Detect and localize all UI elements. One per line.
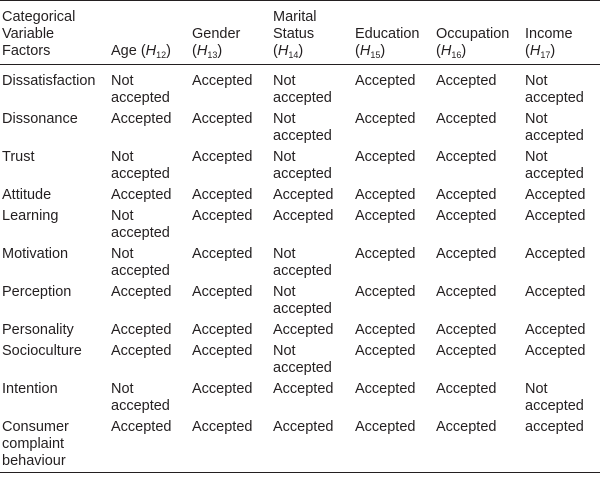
column-header-4 bbox=[353, 1, 434, 65]
result-cell: Accepted bbox=[355, 322, 416, 338]
result-cell: Accepted bbox=[355, 111, 416, 127]
table-row bbox=[0, 109, 600, 147]
result-cell: Accepted bbox=[355, 246, 416, 262]
column-header-5 bbox=[434, 1, 523, 65]
row-factor-cell: Attitude bbox=[2, 187, 52, 203]
hypothesis-prefix: Age ( bbox=[111, 43, 146, 59]
hypothesis-suffix: ) bbox=[461, 43, 467, 59]
header-text-line: Marital bbox=[273, 9, 317, 25]
result-cell: Accepted bbox=[355, 187, 416, 203]
table-row bbox=[0, 341, 600, 379]
result-cell: accepted bbox=[525, 419, 584, 435]
hypothesis-number: 12 bbox=[156, 50, 167, 60]
row-factor-cell: Socioculture bbox=[2, 343, 82, 359]
hypothesis-suffix: ) bbox=[298, 43, 304, 59]
result-cell: Accepted bbox=[525, 187, 586, 203]
result-cell: Not accepted bbox=[273, 111, 332, 144]
result-cell: Accepted bbox=[436, 322, 497, 338]
result-cell: Not accepted bbox=[273, 284, 332, 317]
result-cell: Accepted bbox=[111, 322, 172, 338]
hypothesis-symbol: H bbox=[529, 43, 541, 59]
hypothesis-prefix: ( bbox=[192, 43, 197, 59]
hypothesis-symbol: H bbox=[440, 43, 452, 59]
table-row bbox=[0, 379, 600, 417]
result-cell: Accepted bbox=[436, 187, 497, 203]
result-cell: Accepted bbox=[273, 419, 334, 435]
result-cell: Accepted bbox=[192, 381, 253, 397]
result-cell: Accepted bbox=[111, 284, 172, 300]
result-cell: Not accepted bbox=[525, 149, 584, 182]
column-header-2 bbox=[190, 1, 271, 65]
header-text-line: Categorical bbox=[2, 9, 76, 25]
table-row bbox=[0, 417, 600, 473]
column-header-0 bbox=[0, 1, 109, 65]
row-factor-cell: Motivation bbox=[2, 246, 69, 262]
hypothesis-label bbox=[273, 43, 353, 60]
result-cell: Accepted bbox=[355, 381, 416, 397]
row-factor-cell: Dissatisfaction bbox=[2, 73, 96, 89]
result-cell: Accepted bbox=[111, 187, 172, 203]
result-cell: Accepted bbox=[111, 343, 172, 359]
table-row bbox=[0, 65, 600, 110]
result-cell: Not accepted bbox=[111, 381, 170, 414]
result-cell: Accepted bbox=[192, 208, 253, 224]
result-cell: Accepted bbox=[192, 149, 253, 165]
header-text-line: Gender bbox=[192, 26, 241, 42]
result-cell: Not accepted bbox=[111, 208, 170, 241]
result-cell: Accepted bbox=[436, 284, 497, 300]
result-cell: Accepted bbox=[355, 149, 416, 165]
result-cell: Accepted bbox=[525, 343, 586, 359]
row-factor-cell: Dissonance bbox=[2, 111, 78, 127]
row-factor-cell: Trust bbox=[2, 149, 35, 165]
result-cell: Not accepted bbox=[111, 73, 170, 106]
hypothesis-suffix: ) bbox=[217, 43, 223, 59]
header-text-line: Occupation bbox=[436, 26, 510, 42]
result-cell: Accepted bbox=[355, 73, 416, 89]
result-cell: Accepted bbox=[192, 111, 253, 127]
hypothesis-number: 16 bbox=[451, 50, 462, 60]
hypothesis-number: 17 bbox=[540, 50, 551, 60]
table-row bbox=[0, 244, 600, 282]
column-header-1 bbox=[109, 1, 190, 65]
table-row bbox=[0, 282, 600, 320]
hypothesis-prefix: ( bbox=[273, 43, 278, 59]
result-cell: Accepted bbox=[436, 419, 497, 435]
table-row bbox=[0, 185, 600, 206]
result-cell: Accepted bbox=[192, 73, 253, 89]
result-cell: Accepted bbox=[192, 284, 253, 300]
result-cell: Accepted bbox=[436, 149, 497, 165]
table-row bbox=[0, 320, 600, 341]
row-factor-cell: Consumer complaint behaviour bbox=[2, 419, 69, 469]
hypothesis-number: 15 bbox=[370, 50, 381, 60]
result-cell: Not accepted bbox=[273, 73, 332, 106]
table-body bbox=[0, 65, 600, 473]
hypothesis-suffix: ) bbox=[380, 43, 386, 59]
hypothesis-label bbox=[525, 43, 600, 60]
hypothesis-number: 14 bbox=[288, 50, 299, 60]
table-row bbox=[0, 147, 600, 185]
result-cell: Accepted bbox=[192, 246, 253, 262]
result-cell: Not accepted bbox=[111, 149, 170, 182]
table-row bbox=[0, 206, 600, 244]
hypothesis-label bbox=[436, 43, 523, 60]
header-text-line: Status bbox=[273, 26, 315, 42]
hypothesis-prefix: ( bbox=[355, 43, 360, 59]
result-cell: Accepted bbox=[273, 208, 334, 224]
result-cell: Accepted bbox=[192, 419, 253, 435]
result-cell: Accepted bbox=[355, 284, 416, 300]
result-cell: Accepted bbox=[111, 111, 172, 127]
hypothesis-number: 13 bbox=[207, 50, 218, 60]
result-cell: Accepted bbox=[436, 208, 497, 224]
hypothesis-symbol: H bbox=[359, 43, 371, 59]
hypothesis-suffix: ) bbox=[166, 43, 172, 59]
header-text-line: Education bbox=[355, 26, 420, 42]
result-cell: Accepted bbox=[192, 343, 253, 359]
result-cell: Accepted bbox=[436, 111, 497, 127]
result-cell: Accepted bbox=[436, 343, 497, 359]
hypothesis-label bbox=[192, 43, 271, 60]
table-header bbox=[0, 1, 600, 65]
hypothesis-suffix: ) bbox=[550, 43, 556, 59]
row-factor-cell: Personality bbox=[2, 322, 74, 338]
result-cell: Accepted bbox=[273, 322, 334, 338]
result-cell: Not accepted bbox=[525, 73, 584, 106]
result-cell: Not accepted bbox=[111, 246, 170, 279]
result-cell: Accepted bbox=[192, 322, 253, 338]
header-text-line: Factors bbox=[2, 43, 51, 59]
result-cell: Not accepted bbox=[525, 381, 584, 414]
result-cell: Accepted bbox=[525, 208, 586, 224]
result-cell: Accepted bbox=[436, 73, 497, 89]
hypothesis-label bbox=[111, 43, 190, 60]
hypothesis-prefix: ( bbox=[436, 43, 441, 59]
column-header-3 bbox=[271, 1, 353, 65]
hypothesis-symbol: H bbox=[145, 43, 157, 59]
result-cell: Accepted bbox=[525, 246, 586, 262]
header-text-line: Income bbox=[525, 26, 573, 42]
result-cell: Accepted bbox=[525, 284, 586, 300]
result-cell: Not accepted bbox=[273, 343, 332, 376]
result-cell: Accepted bbox=[355, 419, 416, 435]
row-factor-cell: Intention bbox=[2, 381, 58, 397]
row-factor-cell: Learning bbox=[2, 208, 59, 224]
column-header-6 bbox=[523, 1, 600, 65]
result-cell: Not accepted bbox=[273, 246, 332, 279]
result-cell: Accepted bbox=[355, 343, 416, 359]
result-cell: Accepted bbox=[525, 322, 586, 338]
result-cell: Not accepted bbox=[525, 111, 584, 144]
result-cell: Accepted bbox=[436, 246, 497, 262]
result-cell: Accepted bbox=[273, 381, 334, 397]
hypothesis-symbol: H bbox=[277, 43, 289, 59]
row-factor-cell: Perception bbox=[2, 284, 72, 300]
hypothesis-symbol: H bbox=[196, 43, 208, 59]
header-row bbox=[0, 1, 600, 65]
result-cell: Accepted bbox=[355, 208, 416, 224]
result-cell: Accepted bbox=[111, 419, 172, 435]
hypothesis-prefix: ( bbox=[525, 43, 530, 59]
result-cell: Accepted bbox=[436, 381, 497, 397]
hypothesis-label bbox=[355, 43, 434, 60]
result-cell: Not accepted bbox=[273, 149, 332, 182]
result-cell: Accepted bbox=[273, 187, 334, 203]
header-text-line: Variable bbox=[2, 26, 55, 42]
result-cell: Accepted bbox=[192, 187, 253, 203]
